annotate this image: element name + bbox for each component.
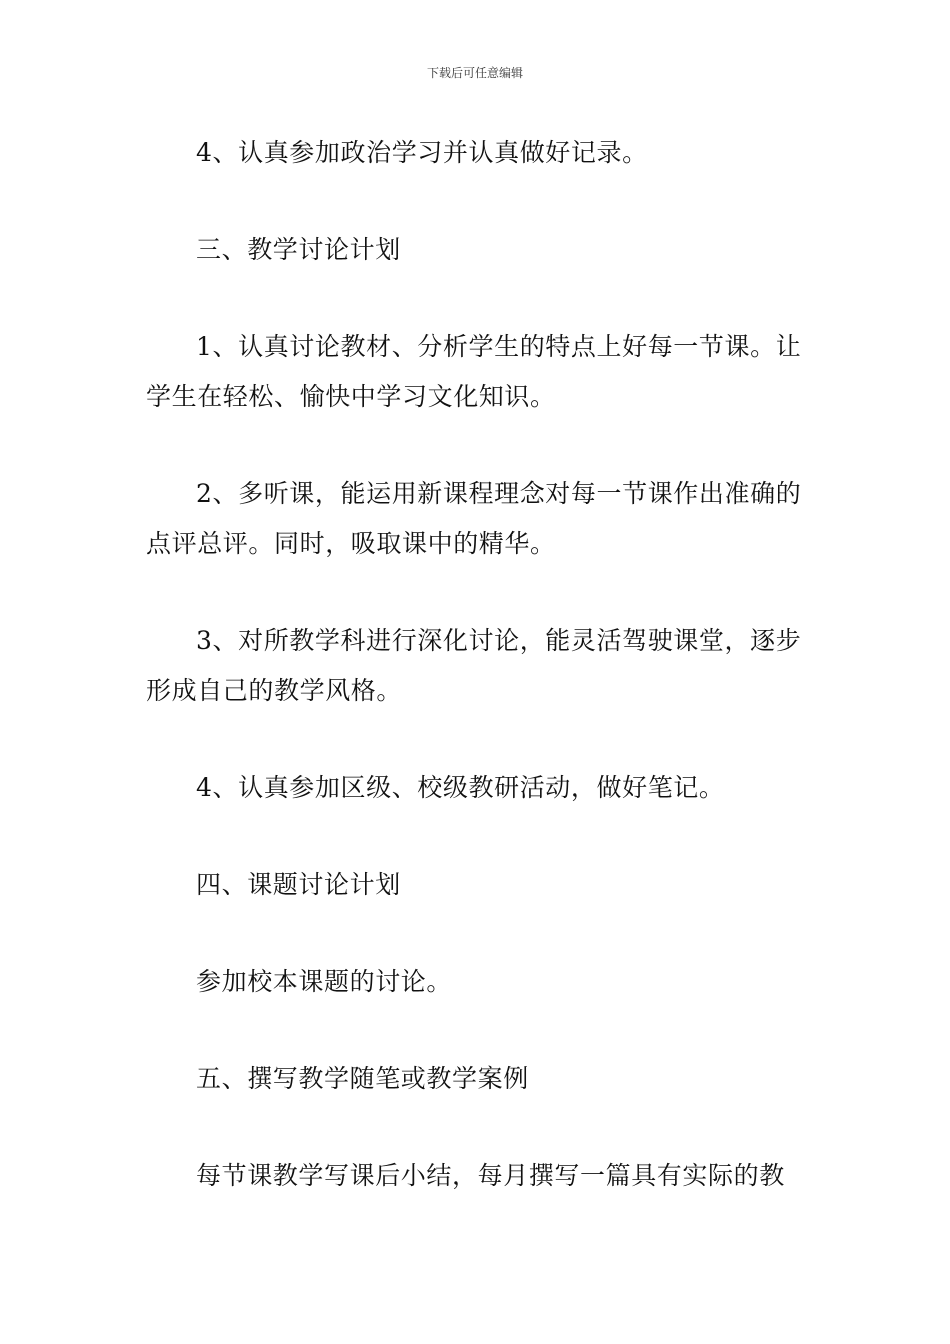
paragraph-item-2-listen-classes: 2、多听课，能运用新课程理念对每一节课作出准确的点评总评。同时，吸取课中的精华。 <box>146 479 802 558</box>
paragraph-item-4-political-study: 4、认真参加政治学习并认真做好记录。 <box>196 138 648 167</box>
paragraph-topic-participation: 参加校本课题的讨论。 <box>196 967 453 996</box>
document-body <box>146 128 810 1248</box>
paragraph-item-1-textbook: 1、认真讨论教材、分析学生的特点上好每一节课。让学生在轻松、愉快中学习文化知识。 <box>146 332 802 411</box>
paragraph-lesson-summary: 每节课教学写课后小结，每月撰写一篇具有实际的教 <box>196 1161 785 1190</box>
section-heading-writing: 五、撰写教学随笔或教学案例 <box>196 1064 529 1093</box>
paragraph-item-4-research-activities: 4、认真参加区级、校级教研活动，做好笔记。 <box>196 773 725 802</box>
section-heading-topic-plan: 四、课题讨论计划 <box>196 870 401 899</box>
page-header: 下载后可任意编辑 <box>426 66 523 80</box>
section-heading-teaching-plan: 三、教学讨论计划 <box>196 235 401 264</box>
paragraph-item-3-subject-research: 3、对所教学科进行深化讨论，能灵活驾驶课堂，逐步形成自己的教学风格。 <box>146 626 802 705</box>
